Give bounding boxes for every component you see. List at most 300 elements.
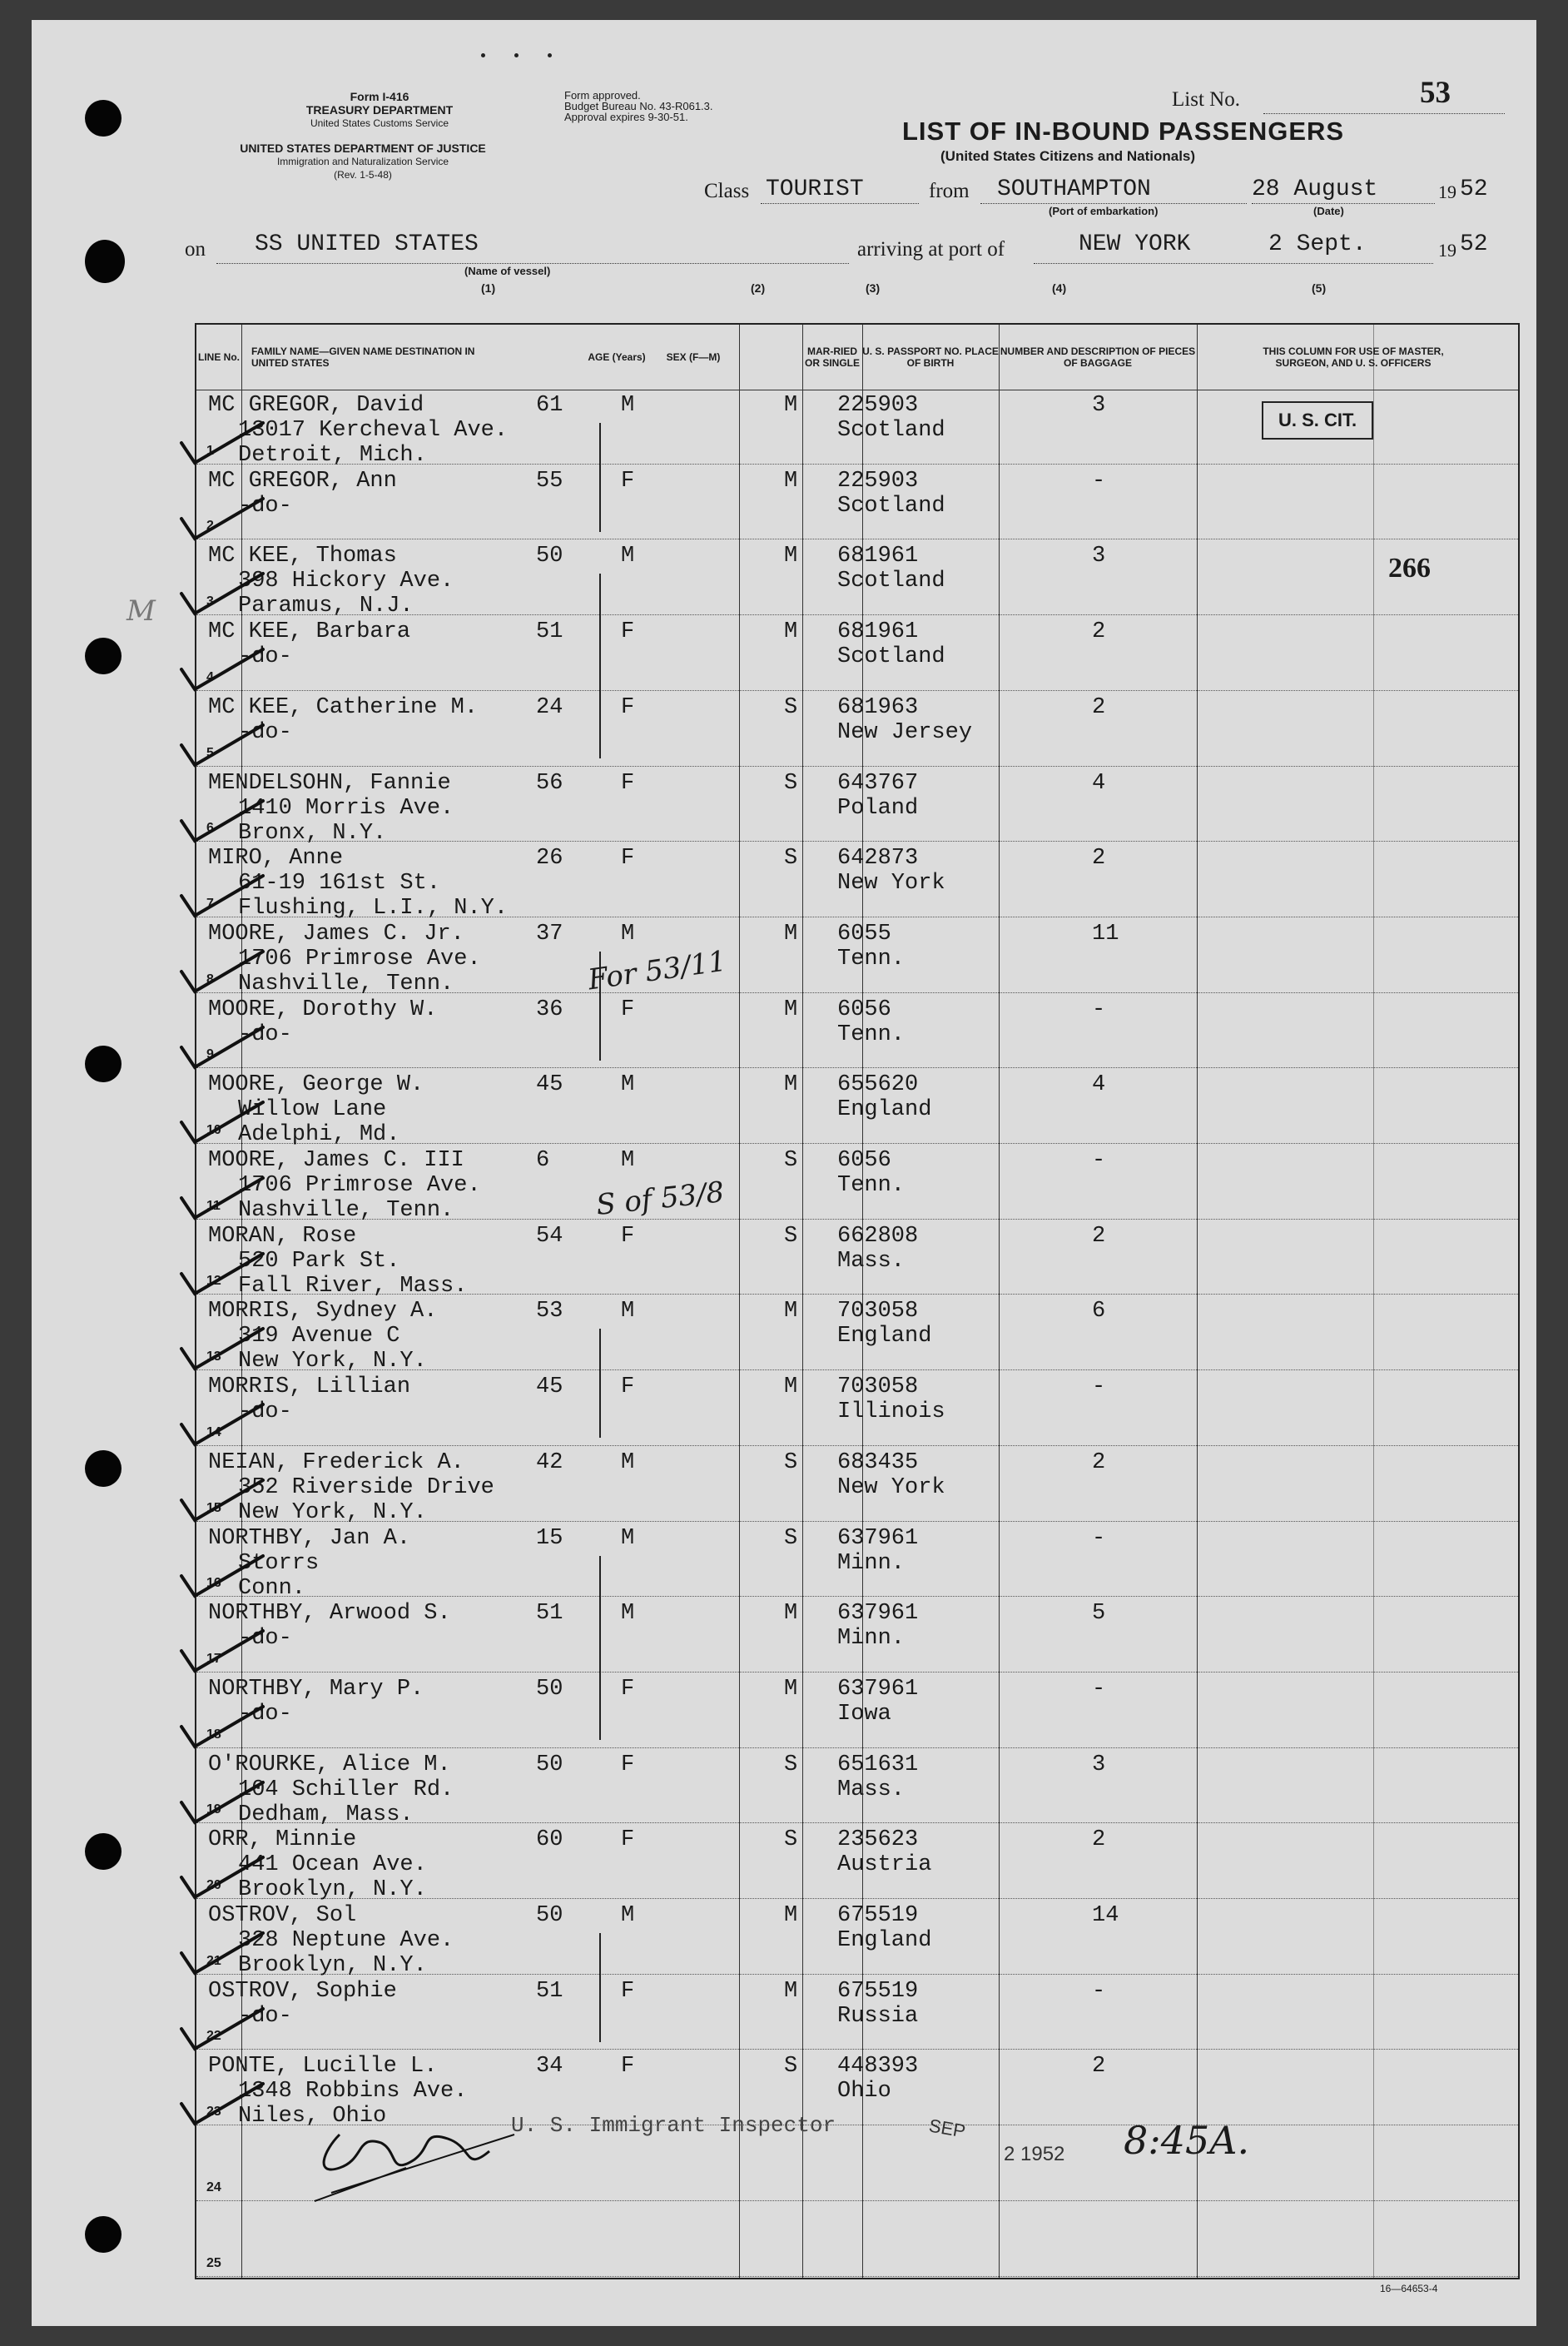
- place-of-birth: Minn.: [837, 1550, 906, 1576]
- check-mark: [176, 1925, 268, 1983]
- place-of-birth: Scotland: [837, 644, 945, 670]
- arrival-port: NEW YORK: [1079, 231, 1191, 257]
- passenger-name: MC KEE, Catherine M.: [208, 694, 479, 720]
- baggage-count: -: [1092, 1148, 1106, 1173]
- line-number: 23: [206, 2105, 221, 2120]
- passenger-destination: -do-: [238, 493, 292, 519]
- check-mark: [176, 1623, 268, 1681]
- passenger-age: 50: [536, 1752, 563, 1777]
- passenger-marital: S: [784, 1449, 798, 1475]
- passenger-sex: F: [621, 997, 635, 1022]
- passenger-age: 53: [536, 1299, 563, 1325]
- customs-service: United States Customs Service: [310, 117, 449, 129]
- column-divider: [999, 325, 1000, 2278]
- passenger-destination: 352 Riverside Drive: [238, 1474, 494, 1500]
- arrival-line: [1034, 263, 1433, 264]
- passport-number: 448393: [837, 2054, 919, 2080]
- passenger-age: 24: [536, 694, 563, 720]
- passenger-destination: Brooklyn, N.Y.: [238, 1953, 427, 1978]
- revision: (Rev. 1-5-48): [334, 169, 392, 181]
- form-number: Form I-416: [350, 90, 409, 103]
- place-of-birth: Illinois: [837, 1399, 945, 1425]
- row-divider: [196, 1067, 1518, 1068]
- column-divider: [802, 325, 803, 2278]
- passenger-age: 54: [536, 1223, 563, 1249]
- check-mark: [176, 1472, 268, 1530]
- line-number: 18: [206, 1727, 221, 1742]
- place-of-birth: Mass.: [837, 1777, 906, 1802]
- passenger-sex: F: [621, 770, 635, 796]
- punch-hole: [85, 240, 125, 283]
- check-mark: [176, 1849, 268, 1907]
- line-number: 11: [206, 1198, 221, 1213]
- passenger-marital: M: [784, 1978, 798, 2004]
- passenger-destination: Bronx, N.Y.: [238, 820, 387, 846]
- passport-number: 637961: [837, 1601, 919, 1627]
- baggage-count: -: [1092, 997, 1106, 1022]
- passenger-destination: New York, N.Y.: [238, 1349, 427, 1374]
- line-number: 21: [206, 1953, 221, 1968]
- class-value: TOURIST: [766, 176, 864, 202]
- passenger-sex: M: [621, 1449, 635, 1475]
- family-bracket: [599, 1329, 601, 1438]
- passenger-name: MC KEE, Thomas: [208, 544, 397, 569]
- handwritten-note: For 53/11: [586, 944, 729, 997]
- column-number-3: (3): [866, 281, 881, 295]
- passenger-marital: M: [784, 1374, 798, 1400]
- passenger-marital: M: [784, 1601, 798, 1627]
- place-of-birth: England: [837, 1097, 932, 1123]
- line-number: 13: [206, 1349, 221, 1364]
- passenger-marital: S: [784, 770, 798, 796]
- passenger-destination: 398 Hickory Ave.: [238, 569, 454, 594]
- passenger-sex: F: [621, 694, 635, 720]
- row-divider: [196, 690, 1518, 691]
- passenger-destination: Flushing, L.I., N.Y.: [238, 896, 509, 922]
- column-divider: [1373, 325, 1374, 2278]
- arrival-year-prefix: 19: [1438, 240, 1456, 261]
- line-number: 19: [206, 1802, 221, 1817]
- check-mark: [176, 1396, 268, 1454]
- baggage-count: 2: [1092, 1449, 1106, 1475]
- from-label: from: [929, 180, 970, 202]
- line-number: 25: [206, 2255, 221, 2270]
- check-mark: [176, 565, 268, 624]
- port-line: [980, 203, 1247, 204]
- passenger-marital: M: [784, 1299, 798, 1325]
- column-number-2: (2): [751, 281, 766, 295]
- passport-number: 683435: [837, 1449, 919, 1475]
- passenger-destination: 61-19 161st St.: [238, 871, 441, 897]
- row-divider: [196, 1596, 1518, 1597]
- inspector-line: U. S. Immigrant Inspector: [511, 2113, 836, 2138]
- passenger-name: OSTROV, Sol: [208, 1903, 357, 1928]
- passenger-destination: -do-: [238, 1701, 292, 1727]
- place-of-birth: Austria: [837, 1852, 932, 1878]
- date-line: [1252, 203, 1435, 204]
- baggage-count: -: [1092, 1978, 1106, 2004]
- arriving-label: arriving at port of: [857, 238, 1005, 261]
- passenger-name: MC GREGOR, Ann: [208, 468, 397, 494]
- line-number: 12: [206, 1274, 221, 1289]
- passport-number: 637961: [837, 1676, 919, 1702]
- passenger-name: MORRIS, Sydney A.: [208, 1299, 438, 1325]
- passenger-marital: S: [784, 1827, 798, 1853]
- passenger-destination: Nashville, Tenn.: [238, 971, 454, 997]
- baggage-count: 2: [1092, 846, 1106, 872]
- passenger-destination: -do-: [238, 1021, 292, 1047]
- line-number: 15: [206, 1500, 221, 1515]
- place-of-birth: Tenn.: [837, 1173, 906, 1198]
- check-mark: [176, 793, 268, 851]
- punch-hole: [85, 638, 122, 674]
- baggage-count: 3: [1092, 1752, 1106, 1777]
- list-number: 53: [1420, 76, 1451, 110]
- place-of-birth: Poland: [837, 795, 919, 821]
- passport-number: 662808: [837, 1223, 919, 1249]
- passport-number: 675519: [837, 1903, 919, 1928]
- passenger-marital: S: [784, 1525, 798, 1551]
- column-divider: [1197, 325, 1198, 2278]
- passenger-destination: 1348 Robbins Ave.: [238, 2079, 468, 2105]
- passenger-age: 45: [536, 1374, 563, 1400]
- baggage-count: -: [1092, 1676, 1106, 1702]
- punch-hole: [85, 2216, 122, 2253]
- check-mark: [176, 1548, 268, 1606]
- check-mark: [176, 1094, 268, 1152]
- passenger-destination: 520 Park St.: [238, 1248, 400, 1274]
- passenger-age: 42: [536, 1449, 563, 1475]
- passenger-destination: 104 Schiller Rd.: [238, 1777, 454, 1802]
- passenger-destination: Fall River, Mass.: [238, 1273, 468, 1299]
- place-of-birth: Ohio: [837, 2079, 891, 2105]
- check-mark: [176, 641, 268, 699]
- passport-number: 225903: [837, 468, 919, 494]
- place-of-birth: Iowa: [837, 1701, 891, 1727]
- punch-hole: [85, 1046, 122, 1082]
- passport-number: 703058: [837, 1374, 919, 1400]
- passenger-destination: -do-: [238, 644, 292, 670]
- baggage-count: 2: [1092, 694, 1106, 720]
- class-line: [761, 203, 919, 204]
- row-divider: [196, 1672, 1518, 1673]
- passenger-name: NORTHBY, Jan A.: [208, 1525, 411, 1551]
- line-number: 6: [206, 821, 214, 836]
- passenger-destination: Adelphi, Md.: [238, 1122, 400, 1148]
- passenger-sex: F: [621, 619, 635, 645]
- passport-number: 225903: [837, 393, 919, 418]
- passport-number: 6056: [837, 997, 891, 1022]
- row-divider: [196, 2276, 1518, 2277]
- header-age: AGE (Years): [588, 351, 646, 363]
- passenger-marital: M: [784, 393, 798, 418]
- passenger-sex: F: [621, 1223, 635, 1249]
- passenger-age: 36: [536, 997, 563, 1022]
- passenger-destination: Paramus, N.J.: [238, 594, 414, 619]
- line-number: 5: [206, 745, 214, 760]
- row-divider: [196, 841, 1518, 842]
- baggage-count: 14: [1092, 1903, 1119, 1928]
- place-of-birth: Scotland: [837, 493, 945, 519]
- speck: [481, 53, 485, 57]
- place-of-birth: England: [837, 1928, 932, 1953]
- line-number: 9: [206, 1047, 214, 1062]
- baggage-count: 5: [1092, 1601, 1106, 1627]
- date-caption: (Date): [1313, 205, 1344, 217]
- header-sex: SEX (F—M): [666, 351, 721, 363]
- port-caption: (Port of embarkation): [1049, 205, 1159, 217]
- punch-hole: [85, 1833, 122, 1870]
- passenger-name: MOORE, George W.: [208, 1072, 424, 1098]
- passenger-destination: -do-: [238, 719, 292, 745]
- passenger-name: MOORE, Dorothy W.: [208, 997, 438, 1022]
- passenger-name: ORR, Minnie: [208, 1827, 357, 1853]
- passport-number: 681961: [837, 619, 919, 645]
- place-of-birth: Scotland: [837, 569, 945, 594]
- passenger-sex: F: [621, 1374, 635, 1400]
- passenger-destination: -do-: [238, 1399, 292, 1425]
- passport-number: 643767: [837, 770, 919, 796]
- line-number: 22: [206, 2029, 221, 2044]
- speck: [514, 53, 519, 57]
- passenger-name: NORTHBY, Mary P.: [208, 1676, 424, 1702]
- passenger-marital: M: [784, 997, 798, 1022]
- passenger-name: MOORE, James C. III: [208, 1148, 464, 1173]
- passport-number: 642873: [837, 846, 919, 872]
- passenger-age: 51: [536, 619, 563, 645]
- passenger-destination: Willow Lane: [238, 1097, 387, 1123]
- passenger-sex: F: [621, 468, 635, 494]
- passenger-sex: F: [621, 846, 635, 872]
- passenger-name: OSTROV, Sophie: [208, 1978, 397, 2004]
- passenger-destination: Niles, Ohio: [238, 2104, 387, 2130]
- header-married: MAR-RIED OR SINGLE: [804, 345, 860, 369]
- approval-info: [564, 90, 713, 122]
- passenger-marital: M: [784, 468, 798, 494]
- passenger-sex: F: [621, 1676, 635, 1702]
- header-line-no: LINE No.: [198, 351, 240, 363]
- place-of-birth: Russia: [837, 2003, 919, 2029]
- speck: [548, 53, 552, 57]
- passenger-sex: M: [621, 1299, 635, 1325]
- treasury-dept: TREASURY DEPARTMENT: [305, 103, 454, 117]
- passenger-age: 50: [536, 1903, 563, 1928]
- handwritten-margin-mark: M: [127, 594, 156, 628]
- baggage-count: 3: [1092, 393, 1106, 418]
- passenger-name: MC GREGOR, David: [208, 393, 424, 418]
- passenger-destination: 328 Neptune Ave.: [238, 1928, 454, 1953]
- row-divider: [196, 1747, 1518, 1748]
- passport-number: 6055: [837, 921, 891, 947]
- place-of-birth: New Jersey: [837, 719, 973, 745]
- passenger-destination: 1706 Primrose Ave.: [238, 946, 481, 972]
- passenger-sex: M: [621, 544, 635, 569]
- passenger-name: PONTE, Lucille L.: [208, 2054, 438, 2080]
- passenger-destination: 1410 Morris Ave.: [238, 795, 454, 821]
- check-mark: [176, 1245, 268, 1304]
- check-mark: [176, 1170, 268, 1228]
- form-approved: Form approved.: [564, 89, 641, 102]
- passenger-name: MENDELSOHN, Fannie: [208, 770, 451, 796]
- baggage-count: 2: [1092, 1827, 1106, 1853]
- passenger-destination: Brooklyn, N.Y.: [238, 1877, 427, 1903]
- passenger-destination: Conn.: [238, 1575, 306, 1601]
- handwritten-note: S of 53/8: [594, 1175, 726, 1222]
- header-official-use: THIS COLUMN FOR USE OF MASTER, SURGEON, AND U. S. OFFICERS: [1263, 345, 1444, 369]
- baggage-count: 2: [1092, 619, 1106, 645]
- passenger-destination: Storrs: [238, 1550, 320, 1576]
- passenger-destination: Dedham, Mass.: [238, 1802, 414, 1827]
- passport-number: 235623: [837, 1827, 919, 1853]
- place-of-birth: Minn.: [837, 1626, 906, 1652]
- passenger-destination: 13017 Kercheval Ave.: [238, 418, 509, 443]
- passenger-name: MIRO, Anne: [208, 846, 344, 872]
- place-of-birth: Tenn.: [837, 946, 906, 972]
- family-bracket: [599, 423, 601, 532]
- check-mark: [176, 1774, 268, 1832]
- passenger-destination: 319 Avenue C: [238, 1324, 400, 1349]
- passenger-age: 51: [536, 1978, 563, 2004]
- passenger-destination: 1706 Primrose Ave.: [238, 1173, 481, 1198]
- place-of-birth: Scotland: [837, 418, 945, 443]
- row-divider: [196, 1445, 1518, 1446]
- budget-bureau: Budget Bureau No. 43-R061.3.: [564, 100, 713, 112]
- header-baggage: NUMBER AND DESCRIPTION OF PIECES OF BAGGAGE: [1000, 345, 1196, 369]
- passenger-age: 51: [536, 1601, 563, 1627]
- line-number: 17: [206, 1651, 221, 1666]
- print-code: 16—64653-4: [1380, 2283, 1438, 2294]
- passport-number: 675519: [837, 1978, 919, 2004]
- passenger-marital: S: [784, 846, 798, 872]
- punch-hole: [85, 1450, 122, 1487]
- passenger-sex: F: [621, 1752, 635, 1777]
- passenger-destination: -do-: [238, 2003, 292, 2029]
- passenger-sex: M: [621, 1072, 635, 1098]
- check-mark: [176, 717, 268, 775]
- passenger-marital: M: [784, 544, 798, 569]
- passenger-sex: F: [621, 1978, 635, 2004]
- family-bracket: [599, 1933, 601, 2042]
- header-passport: U. S. PASSPORT NO. PLACE OF BIRTH: [862, 345, 999, 369]
- baggage-count: 2: [1092, 1223, 1106, 1249]
- year-value: 52: [1460, 176, 1488, 202]
- line-number: 8: [206, 972, 214, 987]
- passenger-destination: 441 Ocean Ave.: [238, 1852, 427, 1878]
- passenger-age: 26: [536, 846, 563, 872]
- column-number-1: (1): [481, 281, 496, 295]
- ins-service: Immigration and Naturalization Service: [276, 156, 449, 167]
- passenger-name: MORAN, Rose: [208, 1223, 357, 1249]
- passenger-marital: M: [784, 921, 798, 947]
- passenger-sex: M: [621, 921, 635, 947]
- column-number-4: (4): [1052, 281, 1067, 295]
- passport-number: 681963: [837, 694, 919, 720]
- vessel-line: [216, 263, 849, 264]
- baggage-count: 6: [1092, 1299, 1106, 1325]
- passenger-age: 50: [536, 544, 563, 569]
- embarkation-port: SOUTHAMPTON: [997, 176, 1151, 202]
- passenger-marital: S: [784, 694, 798, 720]
- list-number-line: [1263, 113, 1505, 114]
- line-number: 10: [206, 1123, 221, 1137]
- list-number-label: List No.: [1172, 88, 1240, 111]
- check-mark: [176, 1698, 268, 1757]
- page-title: LIST OF IN-BOUND PASSENGERS: [902, 117, 1345, 146]
- passenger-marital: S: [784, 1752, 798, 1777]
- justice-dept: UNITED STATES DEPARTMENT OF JUSTICE: [240, 142, 486, 155]
- passport-number: 651631: [837, 1752, 919, 1777]
- passenger-age: 45: [536, 1072, 563, 1098]
- passenger-sex: M: [621, 1148, 635, 1173]
- passenger-marital: M: [784, 619, 798, 645]
- baggage-count: 4: [1092, 770, 1106, 796]
- line-number: 3: [206, 594, 214, 609]
- passenger-sex: M: [621, 1601, 635, 1627]
- passenger-sex: M: [621, 1903, 635, 1928]
- place-of-birth: Tenn.: [837, 1021, 906, 1047]
- family-bracket: [599, 574, 601, 758]
- check-mark: [176, 2001, 268, 2059]
- date-stamp-2: 2 1952: [1004, 2143, 1065, 2165]
- passenger-name: MORRIS, Lillian: [208, 1374, 411, 1400]
- passenger-sex: F: [621, 1827, 635, 1853]
- passenger-sex: M: [621, 393, 635, 418]
- passenger-marital: S: [784, 2054, 798, 2080]
- baggage-count: 2: [1092, 2054, 1106, 2080]
- passport-number: 637961: [837, 1525, 919, 1551]
- family-bracket: [599, 1556, 601, 1740]
- passenger-destination: -do-: [238, 1626, 292, 1652]
- line-number: 20: [206, 1878, 221, 1892]
- place-of-birth: Mass.: [837, 1248, 906, 1274]
- row-divider: [196, 2049, 1518, 2050]
- passenger-age: 6: [536, 1148, 550, 1173]
- passport-number: 6056: [837, 1148, 891, 1173]
- passport-number: 655620: [837, 1072, 919, 1098]
- column-divider: [739, 325, 740, 2278]
- check-mark: [176, 1320, 268, 1379]
- baggage-count: 3: [1092, 544, 1106, 569]
- departure-date: 28 August: [1252, 176, 1378, 202]
- line-number: 2: [206, 519, 214, 534]
- passenger-name: O'ROURKE, Alice M.: [208, 1752, 451, 1777]
- approval-expires: Approval expires 9-30-51.: [564, 111, 688, 123]
- passenger-age: 61: [536, 393, 563, 418]
- passenger-marital: M: [784, 1072, 798, 1098]
- passenger-age: 34: [536, 2054, 563, 2080]
- header-name: FAMILY NAME—GIVEN NAME DESTINATION IN UNITED STATES: [251, 345, 475, 369]
- passenger-marital: S: [784, 1223, 798, 1249]
- date-stamp: SEP: [927, 2115, 967, 2142]
- year-prefix: 19: [1438, 181, 1456, 202]
- passenger-sex: M: [621, 1525, 635, 1551]
- passenger-destination: New York, N.Y.: [238, 1499, 427, 1525]
- punch-hole: [85, 100, 122, 137]
- us-citizen-stamp: U. S. CIT.: [1262, 401, 1373, 440]
- check-mark: [176, 490, 268, 549]
- baggage-count: 4: [1092, 1072, 1106, 1098]
- passenger-destination: Detroit, Mich.: [238, 443, 427, 468]
- check-mark: [176, 1019, 268, 1077]
- passenger-table: [195, 323, 1520, 2279]
- row-divider: [196, 766, 1518, 767]
- passenger-marital: M: [784, 1676, 798, 1702]
- passenger-age: 55: [536, 468, 563, 494]
- line-number: 1: [206, 443, 214, 458]
- page-subtitle: (United States Citizens and Nationals): [940, 148, 1196, 164]
- place-of-birth: England: [837, 1324, 932, 1349]
- place-of-birth: New York: [837, 871, 945, 897]
